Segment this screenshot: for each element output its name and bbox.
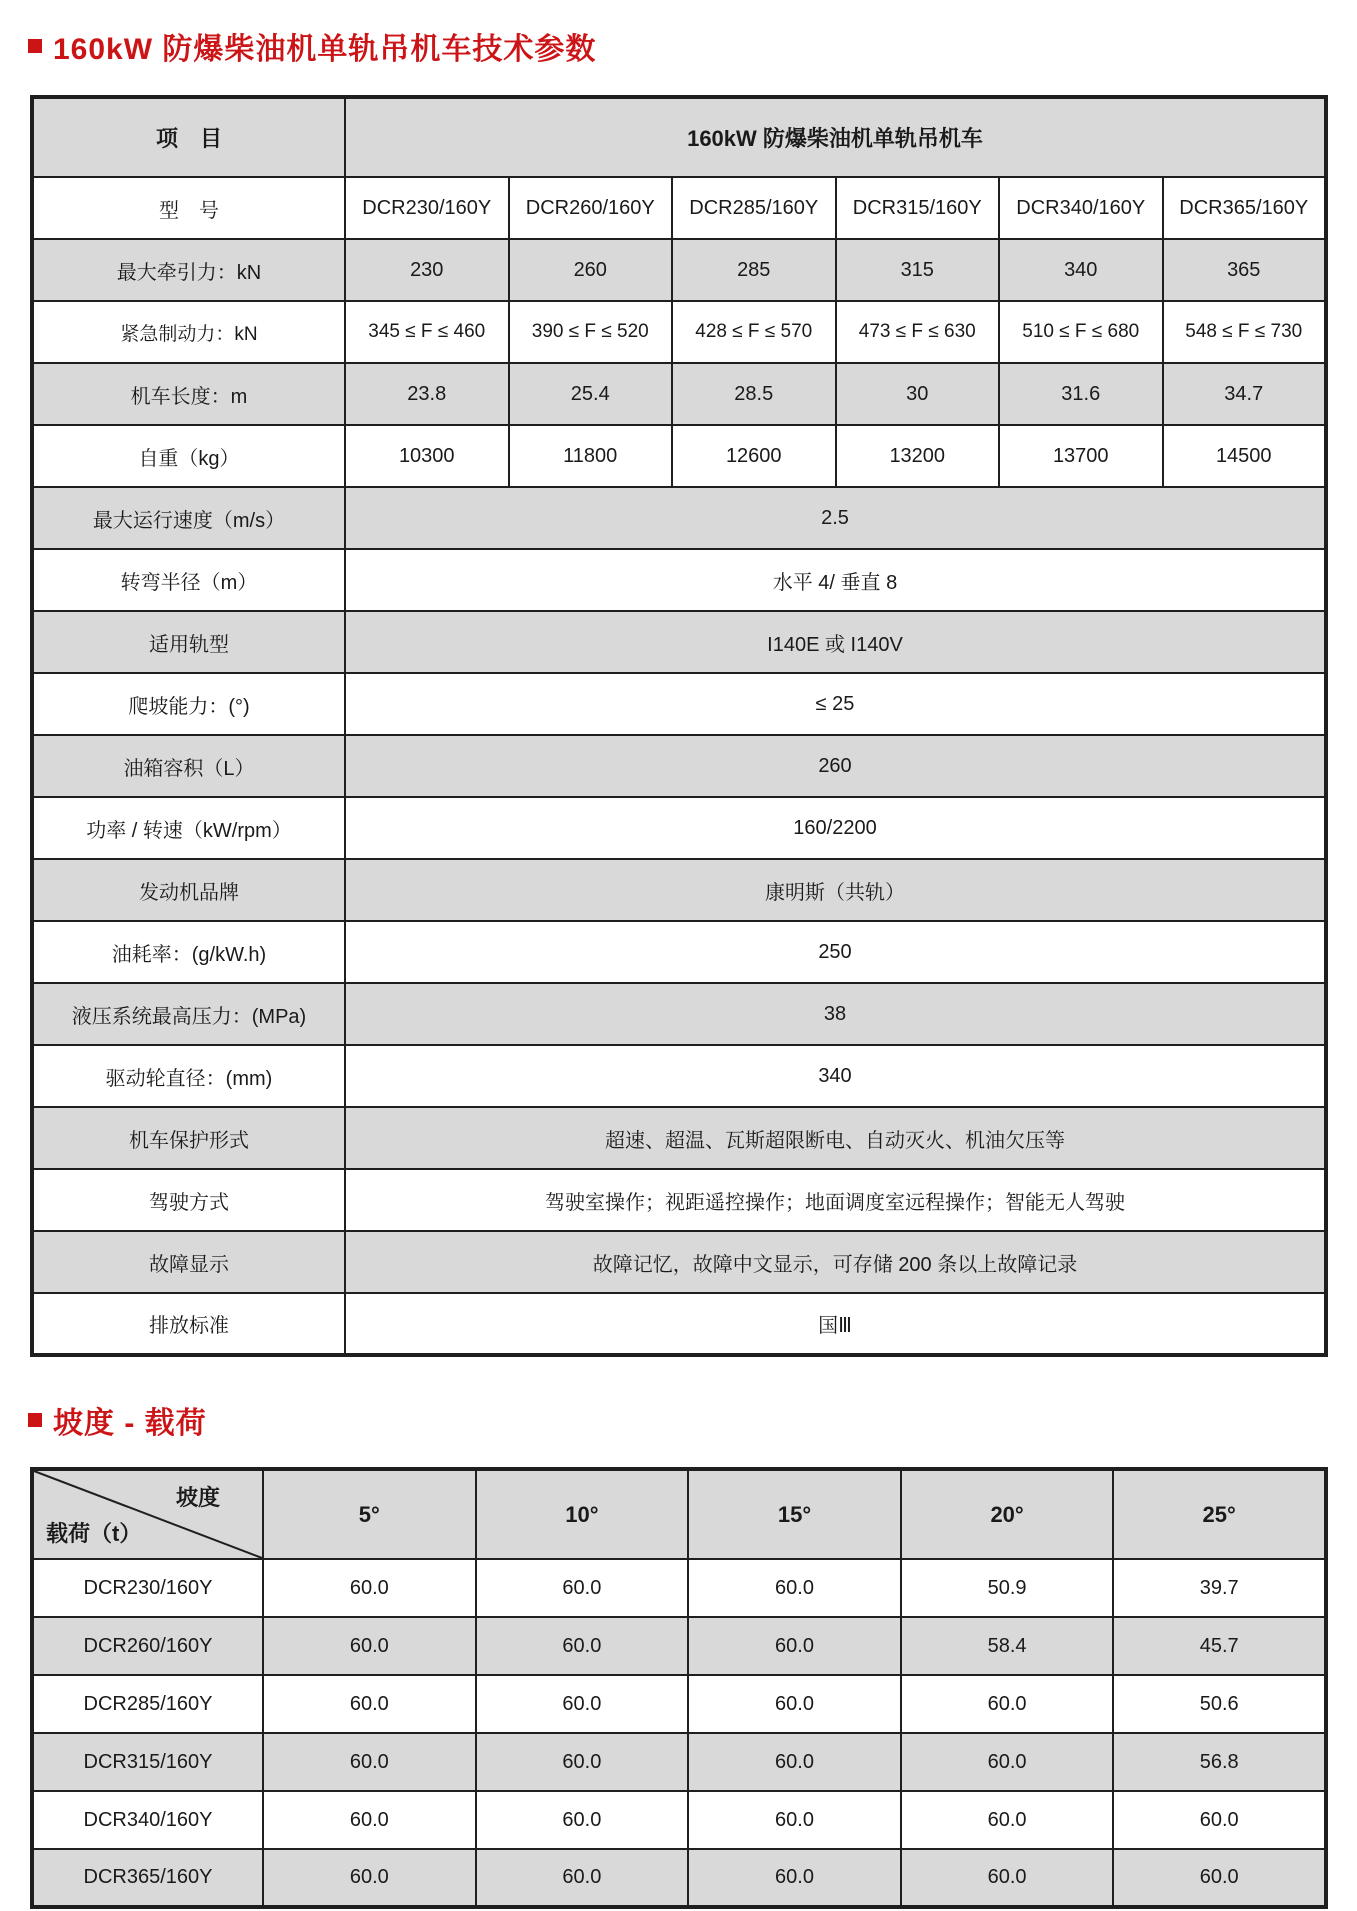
- value-cell: 230: [345, 239, 509, 301]
- table-row: [32, 1169, 1326, 1231]
- slope-column-header: 25°: [1113, 1469, 1326, 1559]
- value-cell: 260: [509, 239, 673, 301]
- load-value-cell: 60.0: [688, 1791, 901, 1849]
- slope-load-table: [30, 1467, 1328, 1909]
- value-cell: 30: [836, 363, 1000, 425]
- load-value-cell: 60.0: [476, 1791, 689, 1849]
- table-row: [32, 983, 1326, 1045]
- row-label-cell: 最大牵引力：kN: [32, 239, 345, 301]
- row-label-cell: 油耗率：(g/kW.h): [32, 921, 345, 983]
- row-label-cell: 驱动轮直径：(mm): [32, 1045, 345, 1107]
- spec-header-item-cell: 项 目: [32, 97, 345, 177]
- row-label-cell: 排放标准: [32, 1293, 345, 1355]
- table-row: [32, 735, 1326, 797]
- load-value-cell: 50.9: [901, 1559, 1114, 1617]
- model-cell: DCR340/160Y: [32, 1791, 263, 1849]
- slope-axis-label: 坡度: [175, 1485, 220, 1510]
- row-label-cell: 油箱容积（L）: [32, 735, 345, 797]
- load-value-cell: 60.0: [263, 1849, 476, 1907]
- load-value-cell: 56.8: [1113, 1733, 1326, 1791]
- value-cell: 13200: [836, 425, 1000, 487]
- value-cell: 14500: [1163, 425, 1327, 487]
- load-value-cell: 60.0: [688, 1559, 901, 1617]
- merged-value-cell: 水平 4/ 垂直 8: [345, 549, 1326, 611]
- merged-value-cell: 260: [345, 735, 1326, 797]
- load-value-cell: 60.0: [688, 1617, 901, 1675]
- merged-value-cell: 340: [345, 1045, 1326, 1107]
- table-row: [32, 1675, 1326, 1733]
- row-label-cell: 机车长度：m: [32, 363, 345, 425]
- table-row: [32, 301, 1326, 363]
- value-cell: 25.4: [509, 363, 673, 425]
- merged-value-cell: ≤ 25: [345, 673, 1326, 735]
- load-value-cell: 60.0: [476, 1559, 689, 1617]
- value-cell: 34.7: [1163, 363, 1327, 425]
- table-row: [32, 1559, 1326, 1617]
- load-value-cell: 50.6: [1113, 1675, 1326, 1733]
- load-value-cell: 60.0: [901, 1733, 1114, 1791]
- row-label-cell: 液压系统最高压力：(MPa): [32, 983, 345, 1045]
- model-cell: DCR260/160Y: [32, 1617, 263, 1675]
- value-cell: 10300: [345, 425, 509, 487]
- merged-value-cell: 故障记忆，故障中文显示，可存储 200 条以上故障记录: [345, 1231, 1326, 1293]
- value-cell: DCR230/160Y: [345, 177, 509, 239]
- specs-title-text: 160kW 防爆柴油机单轨吊机车技术参数: [53, 33, 597, 66]
- table-row: [32, 1045, 1326, 1107]
- row-label-cell: 爬坡能力：(°): [32, 673, 345, 735]
- table-row: [32, 425, 1326, 487]
- spec-header-row: [32, 97, 1326, 177]
- table-row: [32, 1231, 1326, 1293]
- load-value-cell: 60.0: [476, 1675, 689, 1733]
- value-cell: DCR315/160Y: [836, 177, 1000, 239]
- row-label-cell: 发动机品牌: [32, 859, 345, 921]
- section-title-slope: [28, 1398, 207, 1442]
- load-value-cell: 60.0: [263, 1791, 476, 1849]
- row-label-cell: 转弯半径（m）: [32, 549, 345, 611]
- load-value-cell: 60.0: [263, 1559, 476, 1617]
- row-label-cell: 功率 / 转速（kW/rpm）: [32, 797, 345, 859]
- model-cell: DCR230/160Y: [32, 1559, 263, 1617]
- value-cell: 390 ≤ F ≤ 520: [509, 301, 673, 363]
- value-cell: 28.5: [672, 363, 836, 425]
- row-label-cell: 机车保护形式: [32, 1107, 345, 1169]
- slope-column-header: 5°: [263, 1469, 476, 1559]
- load-value-cell: 60.0: [263, 1617, 476, 1675]
- table-row: [32, 1293, 1326, 1355]
- row-label-cell: 自重（kg）: [32, 425, 345, 487]
- value-cell: DCR340/160Y: [999, 177, 1163, 239]
- load-value-cell: 45.7: [1113, 1617, 1326, 1675]
- value-cell: DCR260/160Y: [509, 177, 673, 239]
- load-value-cell: 60.0: [1113, 1849, 1326, 1907]
- load-value-cell: 58.4: [901, 1617, 1114, 1675]
- row-label-cell: 驾驶方式: [32, 1169, 345, 1231]
- value-cell: 31.6: [999, 363, 1163, 425]
- section-title-specs: [28, 24, 596, 68]
- spec-header-product-cell: 160kW 防爆柴油机单轨吊机车: [345, 97, 1326, 177]
- value-cell: 285: [672, 239, 836, 301]
- value-cell: 315: [836, 239, 1000, 301]
- merged-value-cell: 2.5: [345, 487, 1326, 549]
- load-value-cell: 60.0: [901, 1849, 1114, 1907]
- row-label-cell: 最大运行速度（m/s）: [32, 487, 345, 549]
- table-row: [32, 487, 1326, 549]
- load-value-cell: 60.0: [688, 1675, 901, 1733]
- slope-title-text: 坡度 - 载荷: [53, 1407, 207, 1440]
- load-value-cell: 60.0: [901, 1791, 1114, 1849]
- value-cell: 13700: [999, 425, 1163, 487]
- value-cell: 428 ≤ F ≤ 570: [672, 301, 836, 363]
- diagonal-header-cell: [32, 1469, 263, 1559]
- table-row: [32, 859, 1326, 921]
- merged-value-cell: 国Ⅲ: [345, 1293, 1326, 1355]
- merged-value-cell: 160/2200: [345, 797, 1326, 859]
- model-cell: DCR365/160Y: [32, 1849, 263, 1907]
- load-value-cell: 60.0: [476, 1617, 689, 1675]
- load-value-cell: 60.0: [476, 1733, 689, 1791]
- square-bullet-icon: [28, 1413, 42, 1427]
- value-cell: 12600: [672, 425, 836, 487]
- slope-column-header: 10°: [476, 1469, 689, 1559]
- spec-table: [30, 95, 1328, 1357]
- value-cell: 510 ≤ F ≤ 680: [999, 301, 1163, 363]
- merged-value-cell: 超速、超温、瓦斯超限断电、自动灭火、机油欠压等: [345, 1107, 1326, 1169]
- value-cell: 340: [999, 239, 1163, 301]
- load-value-cell: 60.0: [476, 1849, 689, 1907]
- value-cell: 345 ≤ F ≤ 460: [345, 301, 509, 363]
- table-row: [32, 549, 1326, 611]
- load-value-cell: 60.0: [901, 1675, 1114, 1733]
- table-row: [32, 363, 1326, 425]
- merged-value-cell: 康明斯（共轨）: [345, 859, 1326, 921]
- table-row: [32, 797, 1326, 859]
- slope-column-header: 15°: [688, 1469, 901, 1559]
- table-row: [32, 239, 1326, 301]
- load-value-cell: 39.7: [1113, 1559, 1326, 1617]
- merged-value-cell: 驾驶室操作；视距遥控操作；地面调度室远程操作；智能无人驾驶: [345, 1169, 1326, 1231]
- table-row: [32, 611, 1326, 673]
- load-axis-label: 载荷（t）: [46, 1521, 142, 1546]
- value-cell: DCR285/160Y: [672, 177, 836, 239]
- value-cell: 365: [1163, 239, 1327, 301]
- value-cell: 23.8: [345, 363, 509, 425]
- value-cell: 473 ≤ F ≤ 630: [836, 301, 1000, 363]
- row-label-cell: 型 号: [32, 177, 345, 239]
- load-value-cell: 60.0: [1113, 1791, 1326, 1849]
- slope-header-row: [32, 1469, 1326, 1559]
- table-row: [32, 921, 1326, 983]
- table-row: [32, 1849, 1326, 1907]
- value-cell: 11800: [509, 425, 673, 487]
- table-row: [32, 1791, 1326, 1849]
- load-value-cell: 60.0: [263, 1675, 476, 1733]
- table-row: [32, 1617, 1326, 1675]
- slope-column-header: 20°: [901, 1469, 1114, 1559]
- merged-value-cell: 38: [345, 983, 1326, 1045]
- model-cell: DCR285/160Y: [32, 1675, 263, 1733]
- row-label-cell: 故障显示: [32, 1231, 345, 1293]
- merged-value-cell: 250: [345, 921, 1326, 983]
- row-label-cell: 紧急制动力：kN: [32, 301, 345, 363]
- value-cell: DCR365/160Y: [1163, 177, 1327, 239]
- table-row: [32, 177, 1326, 239]
- table-row: [32, 1107, 1326, 1169]
- load-value-cell: 60.0: [688, 1849, 901, 1907]
- model-cell: DCR315/160Y: [32, 1733, 263, 1791]
- merged-value-cell: I140E 或 I140V: [345, 611, 1326, 673]
- load-value-cell: 60.0: [688, 1733, 901, 1791]
- table-row: [32, 673, 1326, 735]
- value-cell: 548 ≤ F ≤ 730: [1163, 301, 1327, 363]
- load-value-cell: 60.0: [263, 1733, 476, 1791]
- table-row: [32, 1733, 1326, 1791]
- square-bullet-icon: [28, 39, 42, 53]
- row-label-cell: 适用轨型: [32, 611, 345, 673]
